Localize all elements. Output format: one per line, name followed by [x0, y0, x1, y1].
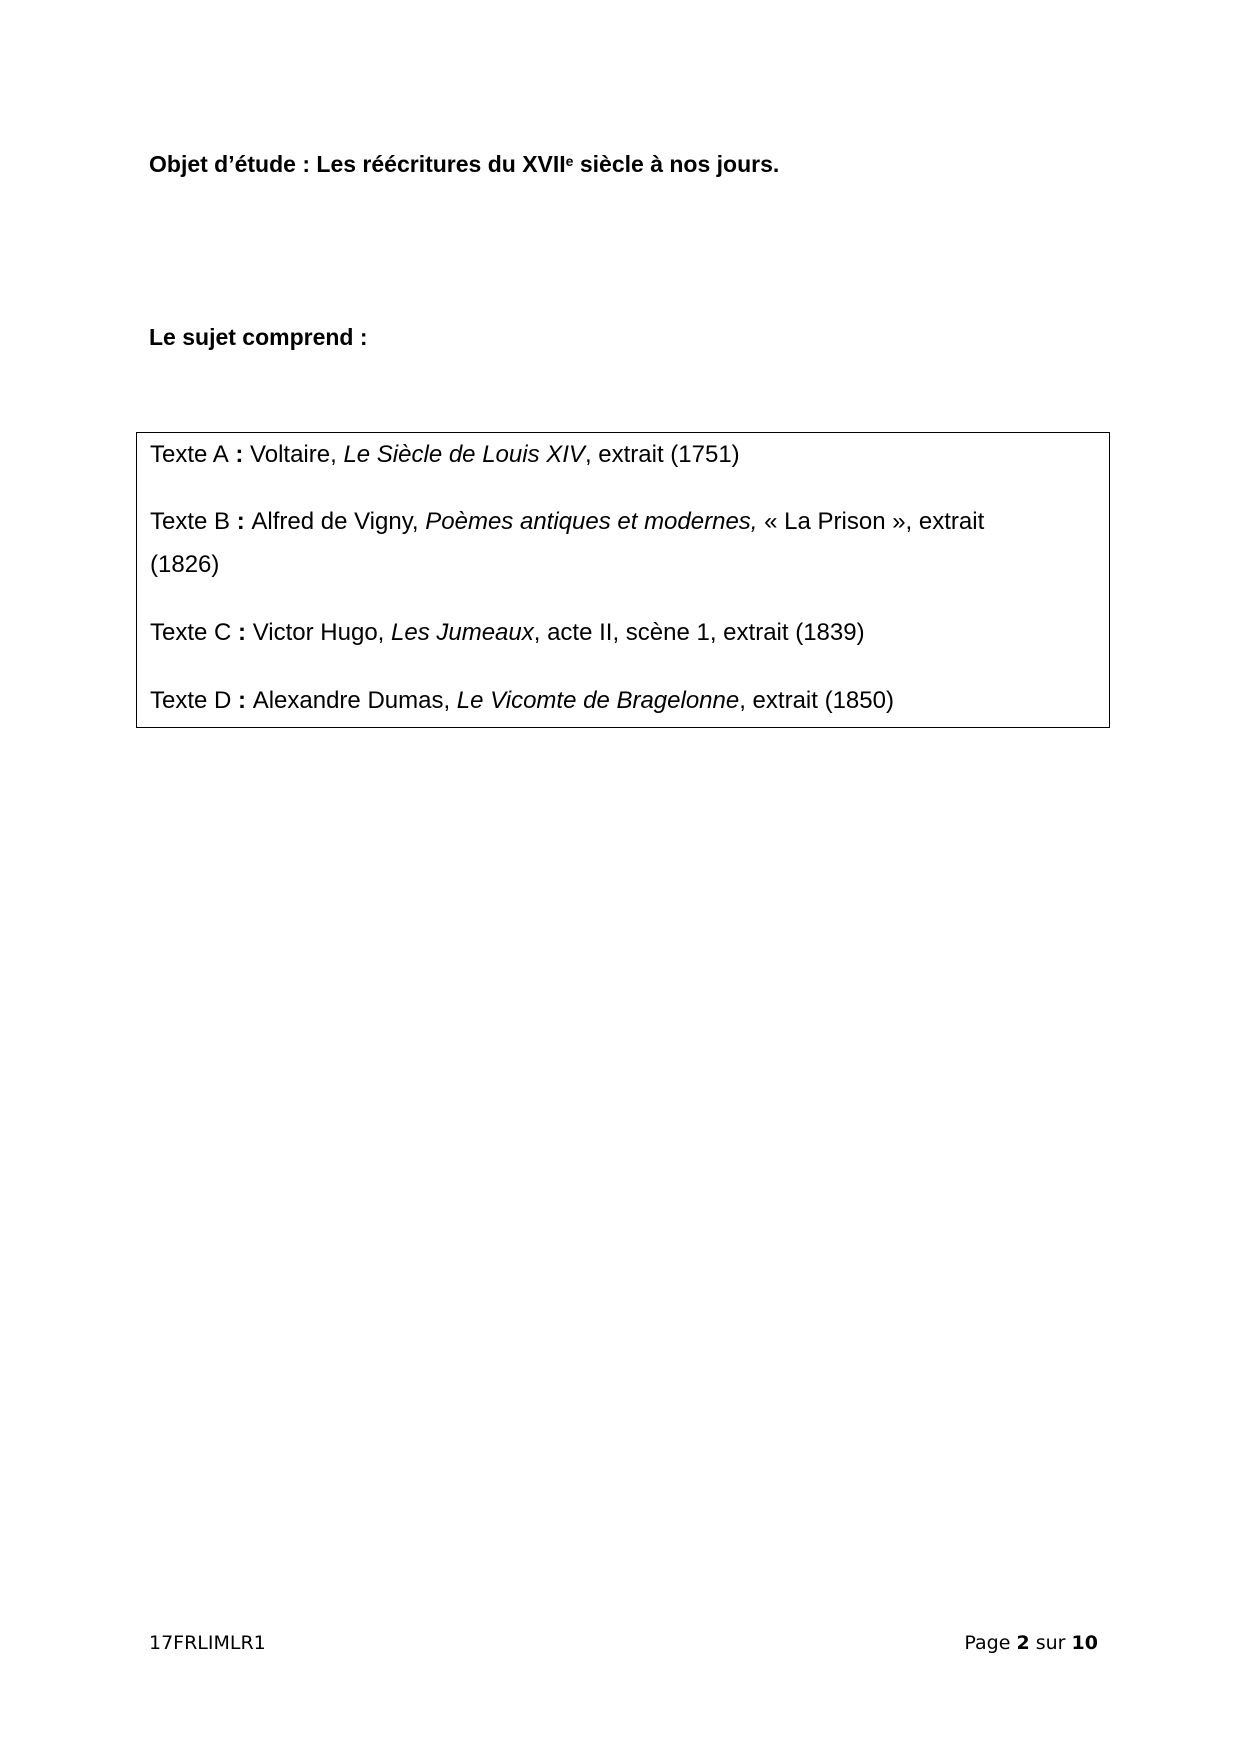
- page-prefix: Page: [964, 1632, 1017, 1654]
- label-separator: :: [228, 441, 251, 468]
- text-entry-c: [150, 611, 1049, 654]
- text-author: Victor Hugo,: [252, 619, 391, 646]
- text-entry-d: [150, 679, 1049, 722]
- label-separator: :: [230, 508, 252, 535]
- page-current: 2: [1016, 1632, 1030, 1654]
- document-code: 17FRLIMLR1: [149, 1632, 266, 1654]
- page-total: 10: [1071, 1632, 1098, 1654]
- text-label: Texte A: [150, 441, 229, 468]
- page-middle: sur: [1029, 1632, 1072, 1654]
- text-details: « La Prison », extrait (1826): [150, 508, 985, 578]
- text-title: Les Jumeaux: [391, 619, 534, 646]
- page-number: [964, 1631, 1098, 1655]
- text-label: Texte D: [150, 687, 232, 714]
- text-title: Le Vicomte de Bragelonne: [456, 687, 740, 714]
- label-separator: :: [231, 619, 253, 646]
- text-title: Poèmes antiques et modernes,: [425, 508, 758, 535]
- text-entry-b: [150, 500, 1049, 586]
- object-of-study-text: Objet d’étude : Les réécritures du XVII: [149, 151, 566, 177]
- text-details: , extrait (1751): [584, 441, 740, 468]
- text-author: Alexandre Dumas,: [252, 687, 457, 714]
- text-label: Texte C: [150, 619, 232, 646]
- text-author: Voltaire,: [250, 441, 344, 468]
- subject-contents-heading: Le sujet comprend :: [149, 324, 368, 350]
- texts-list-box: [136, 432, 1110, 728]
- object-of-study-text-end: siècle à nos jours.: [573, 151, 780, 177]
- text-title: Le Siècle de Louis XIV: [343, 441, 585, 468]
- text-details: , acte II, scène 1, extrait (1839): [533, 619, 865, 646]
- text-label: Texte B: [150, 508, 231, 535]
- object-of-study-heading: [149, 150, 779, 178]
- text-entry-a: [150, 433, 1049, 476]
- text-details: , extrait (1850): [739, 687, 894, 714]
- label-separator: :: [231, 687, 253, 714]
- text-author: Alfred de Vigny,: [251, 508, 426, 535]
- century-superscript: e: [565, 153, 574, 169]
